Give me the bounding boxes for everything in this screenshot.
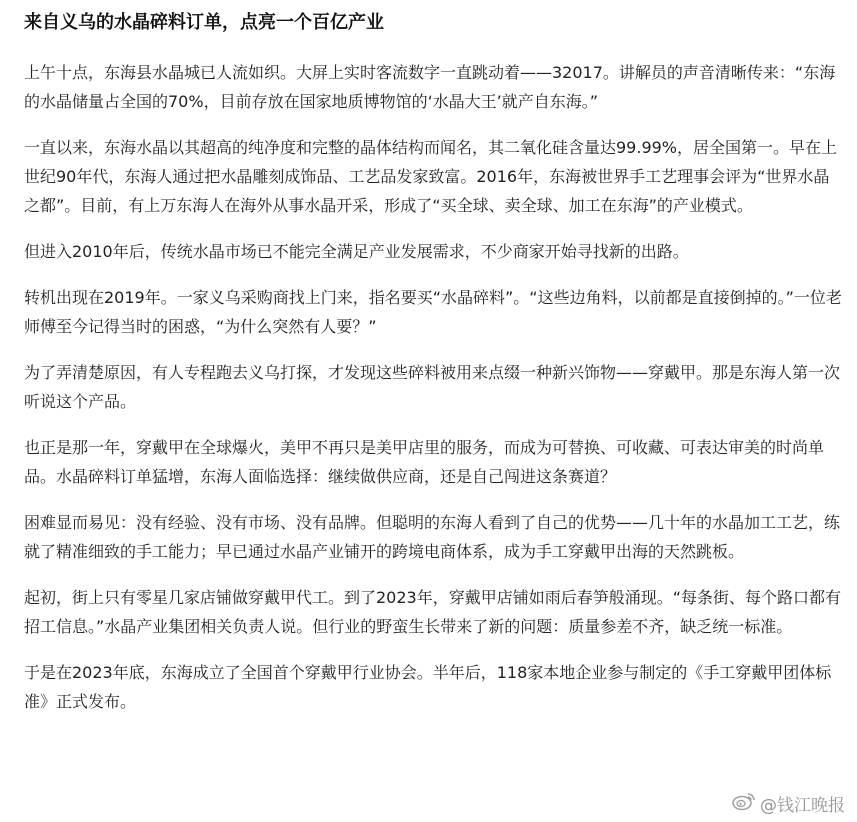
article-paragraph: 上午十点，东海县水晶城已人流如织。大屏上实时客流数字一直跳动着——32017。讲解员的声音清晰传来：“东海的水晶储量占全国的70%，目前存放在国家地质博物馆的‘水晶大王’就产自东海。” <box>24 63 836 111</box>
article-paragraph: 转机出现在2019年。一家义乌采购商找上门来，指名要买“水晶碎料”。“这些边角料，以前都是直接倒掉的。”一位老师傅至今记得当时的困惑，“为什么突然有人要？” <box>24 288 842 336</box>
watermark <box>732 791 845 816</box>
article-paragraph: 但进入2010年后，传统水晶市场已不能完全满足产业发展需求，不少商家开始寻找新的出路。 <box>24 242 689 261</box>
watermark-text: @钱江晚报 <box>760 796 845 816</box>
article-paragraph: 起初，街上只有零星几家店铺做穿戴甲代工。到了2023年，穿戴甲店铺如雨后春笋般涌现。“每条街、每个路口都有招工信息。”水晶产业集团相关负责人说。但行业的野蛮生长带来了新的问题：质量参差不齐，缺乏统一标准。 <box>24 588 842 636</box>
article-paragraph: 于是在2023年底，东海成立了全国首个穿戴甲行业协会。半年后，118家本地企业参与制定的《手工穿戴甲团体标准》正式发布。 <box>24 663 832 711</box>
article-paragraph: 也正是那一年，穿戴甲在全球爆火，美甲不再只是美甲店里的服务，而成为可替换、可收藏、可表达审美的时尚单品。水晶碎料订单猛增，东海人面临选择：继续做供应商，还是自己闯进这条赛道？ <box>24 438 825 486</box>
article-title: 来自义乌的水晶碎料订单，点亮一个百亿产业 <box>24 12 384 33</box>
weibo-icon <box>732 791 756 816</box>
article-paragraph: 困难显而易见：没有经验、没有市场、没有品牌。但聪明的东海人看到了自己的优势——几十年的水晶加工工艺，练就了精准细致的手工能力；早已通过水晶产业铺开的跨境电商体系，成为手工穿戴甲出海的天然跳板。 <box>24 513 841 561</box>
article <box>24 10 842 733</box>
article-paragraph: 一直以来，东海水晶以其超高的纯净度和完整的晶体结构而闻名，其二氧化硅含量达99.99%，居全国第一。早在上世纪90年代，东海人通过把水晶雕刻成饰品、工艺品发家致富。2016年，东海被世界手工艺理事会评为“世界水晶之都”。目前，有上万东海人在海外从事水晶开采，形成了“买全球、卖全球、加工在东海”的产业模式。 <box>24 138 838 215</box>
article-paragraph: 为了弄清楚原因，有人专程跑去义乌打探，才发现这些碎料被用来点缀一种新兴饰物——穿戴甲。那是东海人第一次听说这个产品。 <box>24 363 841 411</box>
